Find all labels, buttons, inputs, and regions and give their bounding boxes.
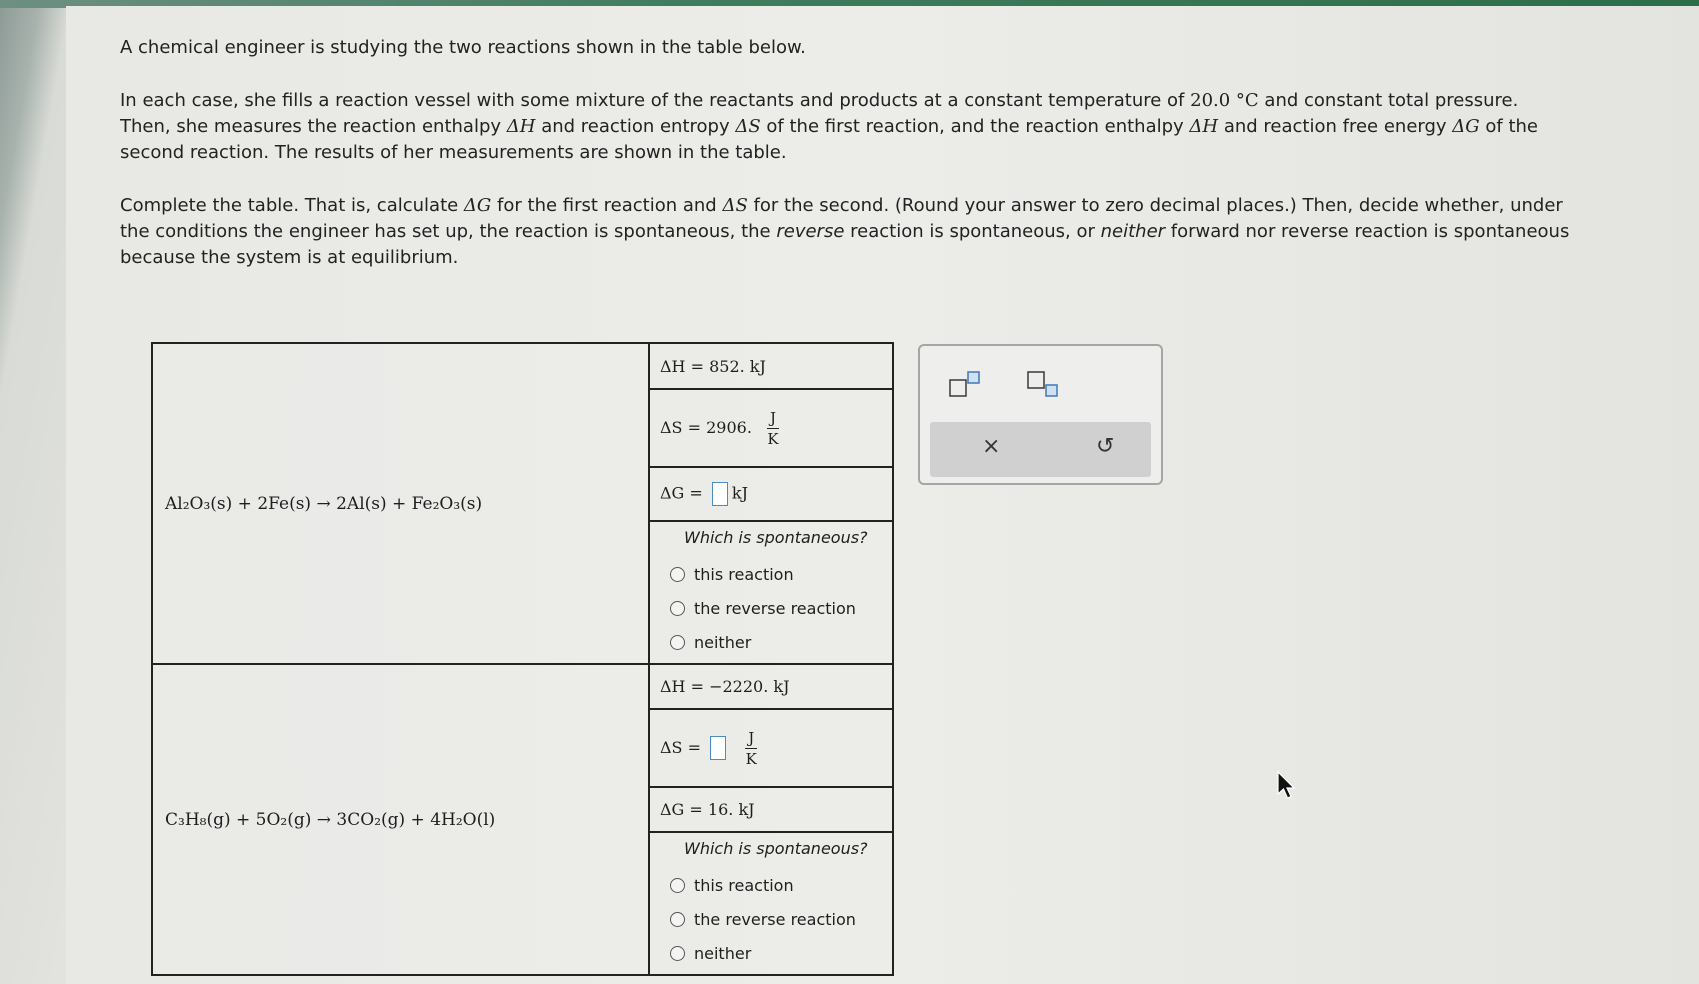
reaction-1-ds: ΔS = 2906. $\frac{J}{K}$	[649, 389, 893, 467]
radio-button[interactable]	[670, 946, 685, 961]
math-toolbar	[918, 344, 1163, 485]
reactions-table	[151, 342, 894, 976]
spontaneity-question: Which is spontaneous?	[684, 839, 868, 858]
table-row	[152, 664, 893, 709]
problem-paragraph-2: In each case, she fills a reaction vessel with some mixture of the reactants and products at a constant temperature of 20.0 °C and constant total pressure. Then, she measures the reaction enthalpy ΔH and reaction entropy ΔS of the first reaction, and the reaction enthalpy ΔH and reaction free energy ΔG of the second reaction. The results of her measurements are shown in the table.	[120, 90, 1539, 163]
undo-button[interactable]	[1096, 434, 1114, 459]
undo-icon: ↺	[1096, 434, 1115, 459]
option-this-reaction[interactable]: this reaction	[670, 557, 892, 591]
reaction-2-ds: ΔS = $\frac{J}{K}$	[649, 709, 893, 787]
dg-answer-input[interactable]	[712, 482, 728, 506]
problem-paragraph-3: Complete the table. That is, calculate ΔG for the first reaction and ΔS for the second. (Round your answer to zero decimal places.) Then, decide whether, under the conditions the engineer has set up, the reaction is spontaneous, the reverse reaction is spontaneous, or neither forward nor reverse reaction is spontaneous because the system is at equilibrium.	[120, 195, 1570, 268]
mouse-cursor-icon	[1276, 770, 1298, 802]
clear-button[interactable]	[982, 434, 1000, 459]
spontaneity-question: Which is spontaneous?	[684, 528, 868, 547]
reaction-1-equation: Al₂O₃(s) + 2Fe(s) → 2Al(s) + Fe₂O₃(s)	[152, 343, 649, 664]
reaction-2-equation: C₃H₈(g) + 5O₂(g) → 3CO₂(g) + 4H₂O(l)	[152, 664, 649, 975]
radio-button[interactable]	[670, 912, 685, 927]
temperature-value: 20.0 °C	[1190, 90, 1259, 111]
subscript-button[interactable]	[1024, 368, 1064, 400]
reaction-2-dg: ΔG = 16. kJ	[649, 787, 893, 832]
action-row	[930, 422, 1151, 477]
reaction-1-dg: ΔG = kJ	[649, 467, 893, 521]
radio-button[interactable]	[670, 635, 685, 650]
reaction-2-spontaneity	[649, 832, 893, 975]
superscript-icon	[946, 368, 986, 400]
option-reverse-reaction[interactable]: the reverse reaction	[670, 591, 892, 625]
radio-button[interactable]	[670, 567, 685, 582]
ds-answer-input[interactable]	[710, 736, 726, 760]
intro-text: A chemical engineer is studying the two reactions shown in the table below.	[120, 37, 806, 58]
option-neither[interactable]: neither	[670, 625, 892, 659]
option-neither[interactable]: neither	[670, 936, 892, 970]
reaction-1-spontaneity	[649, 521, 893, 664]
unit-fraction: $\frac{J}{K}$	[767, 408, 779, 448]
option-this-reaction[interactable]: this reaction	[670, 868, 892, 902]
subscript-icon	[1024, 368, 1064, 400]
close-icon: ×	[982, 434, 1001, 459]
reaction-1-dh: ΔH = 852. kJ	[649, 343, 893, 389]
superscript-button[interactable]	[946, 368, 986, 400]
option-reverse-reaction[interactable]: the reverse reaction	[670, 902, 892, 936]
radio-button[interactable]	[670, 601, 685, 616]
table-row	[152, 343, 893, 389]
radio-button[interactable]	[670, 878, 685, 893]
unit-fraction: $\frac{J}{K}$	[745, 728, 757, 768]
reaction-2-dh: ΔH = −2220. kJ	[649, 664, 893, 709]
